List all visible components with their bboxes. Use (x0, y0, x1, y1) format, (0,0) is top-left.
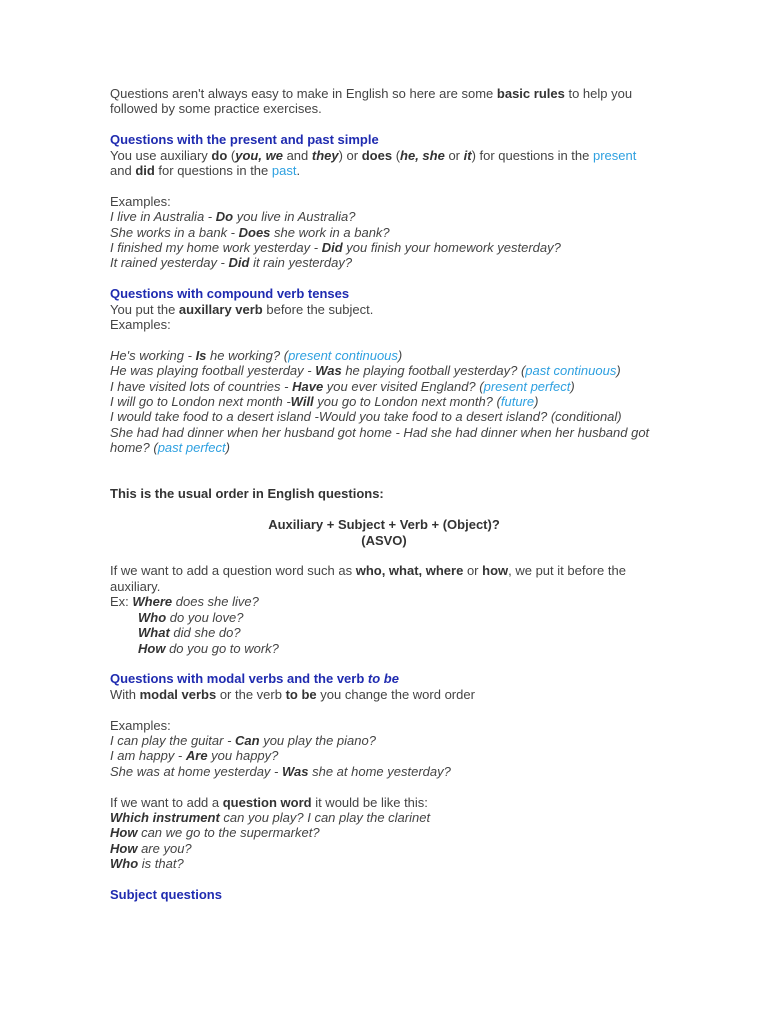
example-aux: Did (228, 255, 250, 271)
question-word: Which instrument (110, 809, 220, 825)
s4-question-example (110, 856, 658, 871)
example-text: I can play the guitar - (110, 732, 236, 748)
example-aux: Does (238, 224, 271, 240)
s3-example (110, 594, 658, 609)
s1-do: do (211, 147, 228, 163)
intro-bold: basic rules (496, 86, 565, 101)
heading-usual-order: This is the usual order in English questions: (110, 486, 384, 502)
question-formula-acronym: (ASVO) (361, 532, 407, 548)
s4-bold: modal verbs (139, 686, 217, 702)
s2-text: You put the (110, 301, 179, 317)
example-text: you live in Australia? (233, 209, 356, 225)
question-word: How (138, 640, 166, 656)
example-text: He was playing football yesterday - (110, 363, 316, 379)
example-text: you finish your homework yesterday? (342, 240, 561, 256)
heading-modal-verbs (110, 671, 658, 686)
example-text: did she do? (169, 625, 241, 641)
question-word: Where (132, 594, 173, 610)
s3-example (110, 610, 658, 625)
example-text: you play the piano? (259, 732, 376, 748)
s4-text: you change the word order (316, 686, 475, 702)
s1-example (110, 209, 658, 224)
s4-question-example (110, 810, 658, 825)
example-aux: Are (185, 748, 208, 764)
example-text: can you play? I can play the clarinet (219, 809, 431, 825)
s3-paragraph (110, 563, 658, 594)
question-word: How (110, 825, 138, 841)
link-past-perfect[interactable]: past perfect (157, 440, 226, 456)
s1-text: ) for questions in the (471, 147, 593, 163)
s1-it: it (463, 147, 472, 163)
example-text: she work in a bank? (270, 224, 390, 240)
heading-compound-tenses: Questions with compound verb tenses (110, 286, 350, 302)
s1-text: and (282, 147, 312, 163)
s3-text: or (463, 563, 483, 579)
example-aux: Can (235, 732, 260, 748)
s2-paragraph (110, 302, 658, 317)
s1-text: You use auxiliary (110, 147, 212, 163)
s1-he-she: he, she (400, 147, 445, 163)
document-page (110, 86, 658, 902)
s4-text: it would be like this: (311, 794, 428, 810)
s3-bold: who, what, where (355, 563, 464, 579)
s3-example (110, 625, 658, 640)
s2-examples-label: Examples: (110, 317, 171, 333)
intro-text: Questions aren't always easy to make in English so here are some (110, 86, 497, 101)
example-text: ) (616, 363, 621, 379)
example-text: you happy? (207, 748, 279, 764)
s1-example (110, 255, 658, 270)
s1-text: for questions in the (154, 163, 272, 179)
example-text: ) (225, 440, 230, 456)
s2-example (110, 348, 658, 363)
example-aux: Is (195, 347, 207, 363)
s2-example: I would take food to a desert island -Would you take food to a desert island? (conditional) (110, 409, 622, 425)
intro-paragraph (110, 86, 658, 117)
question-word: How (110, 840, 138, 856)
s3-text: If we want to add a question word such as (110, 563, 356, 579)
link-past-continuous[interactable]: past continuous (525, 363, 617, 379)
s3-bold: how (482, 563, 509, 579)
example-text: you go to London next month? ( (313, 394, 501, 410)
example-text: does she live? (172, 594, 259, 610)
example-aux: Will (290, 394, 314, 410)
question-word: Who (110, 856, 139, 872)
s4-question-example (110, 841, 658, 856)
s4-text: With (110, 686, 140, 702)
s4-example (110, 748, 658, 763)
s2-example (110, 425, 658, 456)
example-text: It rained yesterday - (110, 255, 229, 271)
link-future[interactable]: future (500, 394, 535, 410)
s1-text: and (110, 163, 136, 179)
link-present-perfect[interactable]: present perfect (483, 378, 571, 394)
s4-question-word-paragraph (110, 795, 658, 810)
example-text: it rain yesterday? (249, 255, 353, 271)
s2-bold: auxillary verb (178, 301, 263, 317)
ex-label: Ex: (110, 594, 133, 610)
example-text: He's working - (110, 347, 196, 363)
example-text: I live in Australia - (110, 209, 216, 225)
example-aux: Was (315, 363, 342, 379)
example-text: do you love? (166, 609, 244, 625)
s1-text: . (296, 163, 301, 179)
s4-example (110, 764, 658, 779)
s4-bold: to be (285, 686, 317, 702)
s1-text: ( (227, 147, 236, 163)
example-text: ) (570, 378, 575, 394)
heading-present-past-simple: Questions with the present and past simple (110, 132, 379, 148)
intro-text-end: to help you followed by some practice exercises. (110, 86, 633, 117)
example-text: I have visited lots of countries - (110, 378, 293, 394)
example-aux: Did (321, 240, 343, 256)
heading-text: Questions with modal verbs and the verb (110, 671, 368, 687)
heading-italic: to be (367, 671, 399, 687)
example-aux: Do (215, 209, 234, 225)
heading-subject-questions: Subject questions (110, 886, 222, 902)
s3-text: , we put it before the auxiliary. (110, 563, 626, 594)
s1-paragraph (110, 148, 658, 179)
s1-examples-label: Examples: (110, 193, 171, 209)
question-formula: Auxiliary + Subject + Verb + (Object)? (268, 517, 500, 533)
example-text: ) (397, 347, 403, 363)
example-text: She works in a bank - (110, 224, 239, 240)
example-text: I finished my home work yesterday - (110, 240, 322, 256)
example-text: is that? (138, 856, 184, 872)
s4-paragraph (110, 687, 658, 702)
s1-you-we: you, we (235, 147, 283, 163)
example-text: I am happy - (110, 748, 186, 764)
example-text: can we go to the supermarket? (137, 825, 320, 841)
s4-text: If we want to add a (110, 794, 223, 810)
link-present[interactable]: present (592, 147, 637, 163)
link-past[interactable]: past (271, 163, 297, 179)
s2-example (110, 394, 658, 409)
s1-example (110, 225, 658, 240)
example-text: she at home yesterday? (308, 763, 451, 779)
example-aux: Have (292, 378, 324, 394)
example-text: are you? (137, 840, 192, 856)
s1-they: they (311, 147, 339, 163)
s4-question-example (110, 825, 658, 840)
example-aux: Was (281, 763, 309, 779)
link-present-continuous[interactable]: present continuous (288, 347, 398, 363)
s1-text: or (444, 147, 464, 163)
s4-text: or the verb (216, 686, 286, 702)
s3-example (110, 641, 658, 656)
s2-example (110, 363, 658, 378)
s1-does: does (361, 147, 393, 163)
example-text: I will go to London next month - (110, 394, 291, 410)
question-word: What (138, 625, 170, 641)
example-text: do you go to work? (165, 640, 279, 656)
s2-text: before the subject. (262, 301, 374, 317)
example-text: ) (534, 394, 539, 410)
example-text: She was at home yesterday - (110, 763, 282, 779)
example-text: he working? ( (206, 347, 289, 363)
s1-text: ) or (338, 147, 362, 163)
s1-did: did (135, 163, 155, 179)
s4-example (110, 733, 658, 748)
s1-text: ( (392, 147, 401, 163)
s2-example (110, 379, 658, 394)
example-text: you ever visited England? ( (323, 378, 484, 394)
question-word: Who (138, 609, 167, 625)
s1-example (110, 240, 658, 255)
s4-bold: question word (222, 794, 312, 810)
example-text: She had had dinner when her husband got home - Had she had dinner when her husband got home? ( (110, 424, 650, 456)
example-text: he playing football yesterday? ( (341, 363, 526, 379)
s4-examples-label: Examples: (110, 717, 171, 733)
